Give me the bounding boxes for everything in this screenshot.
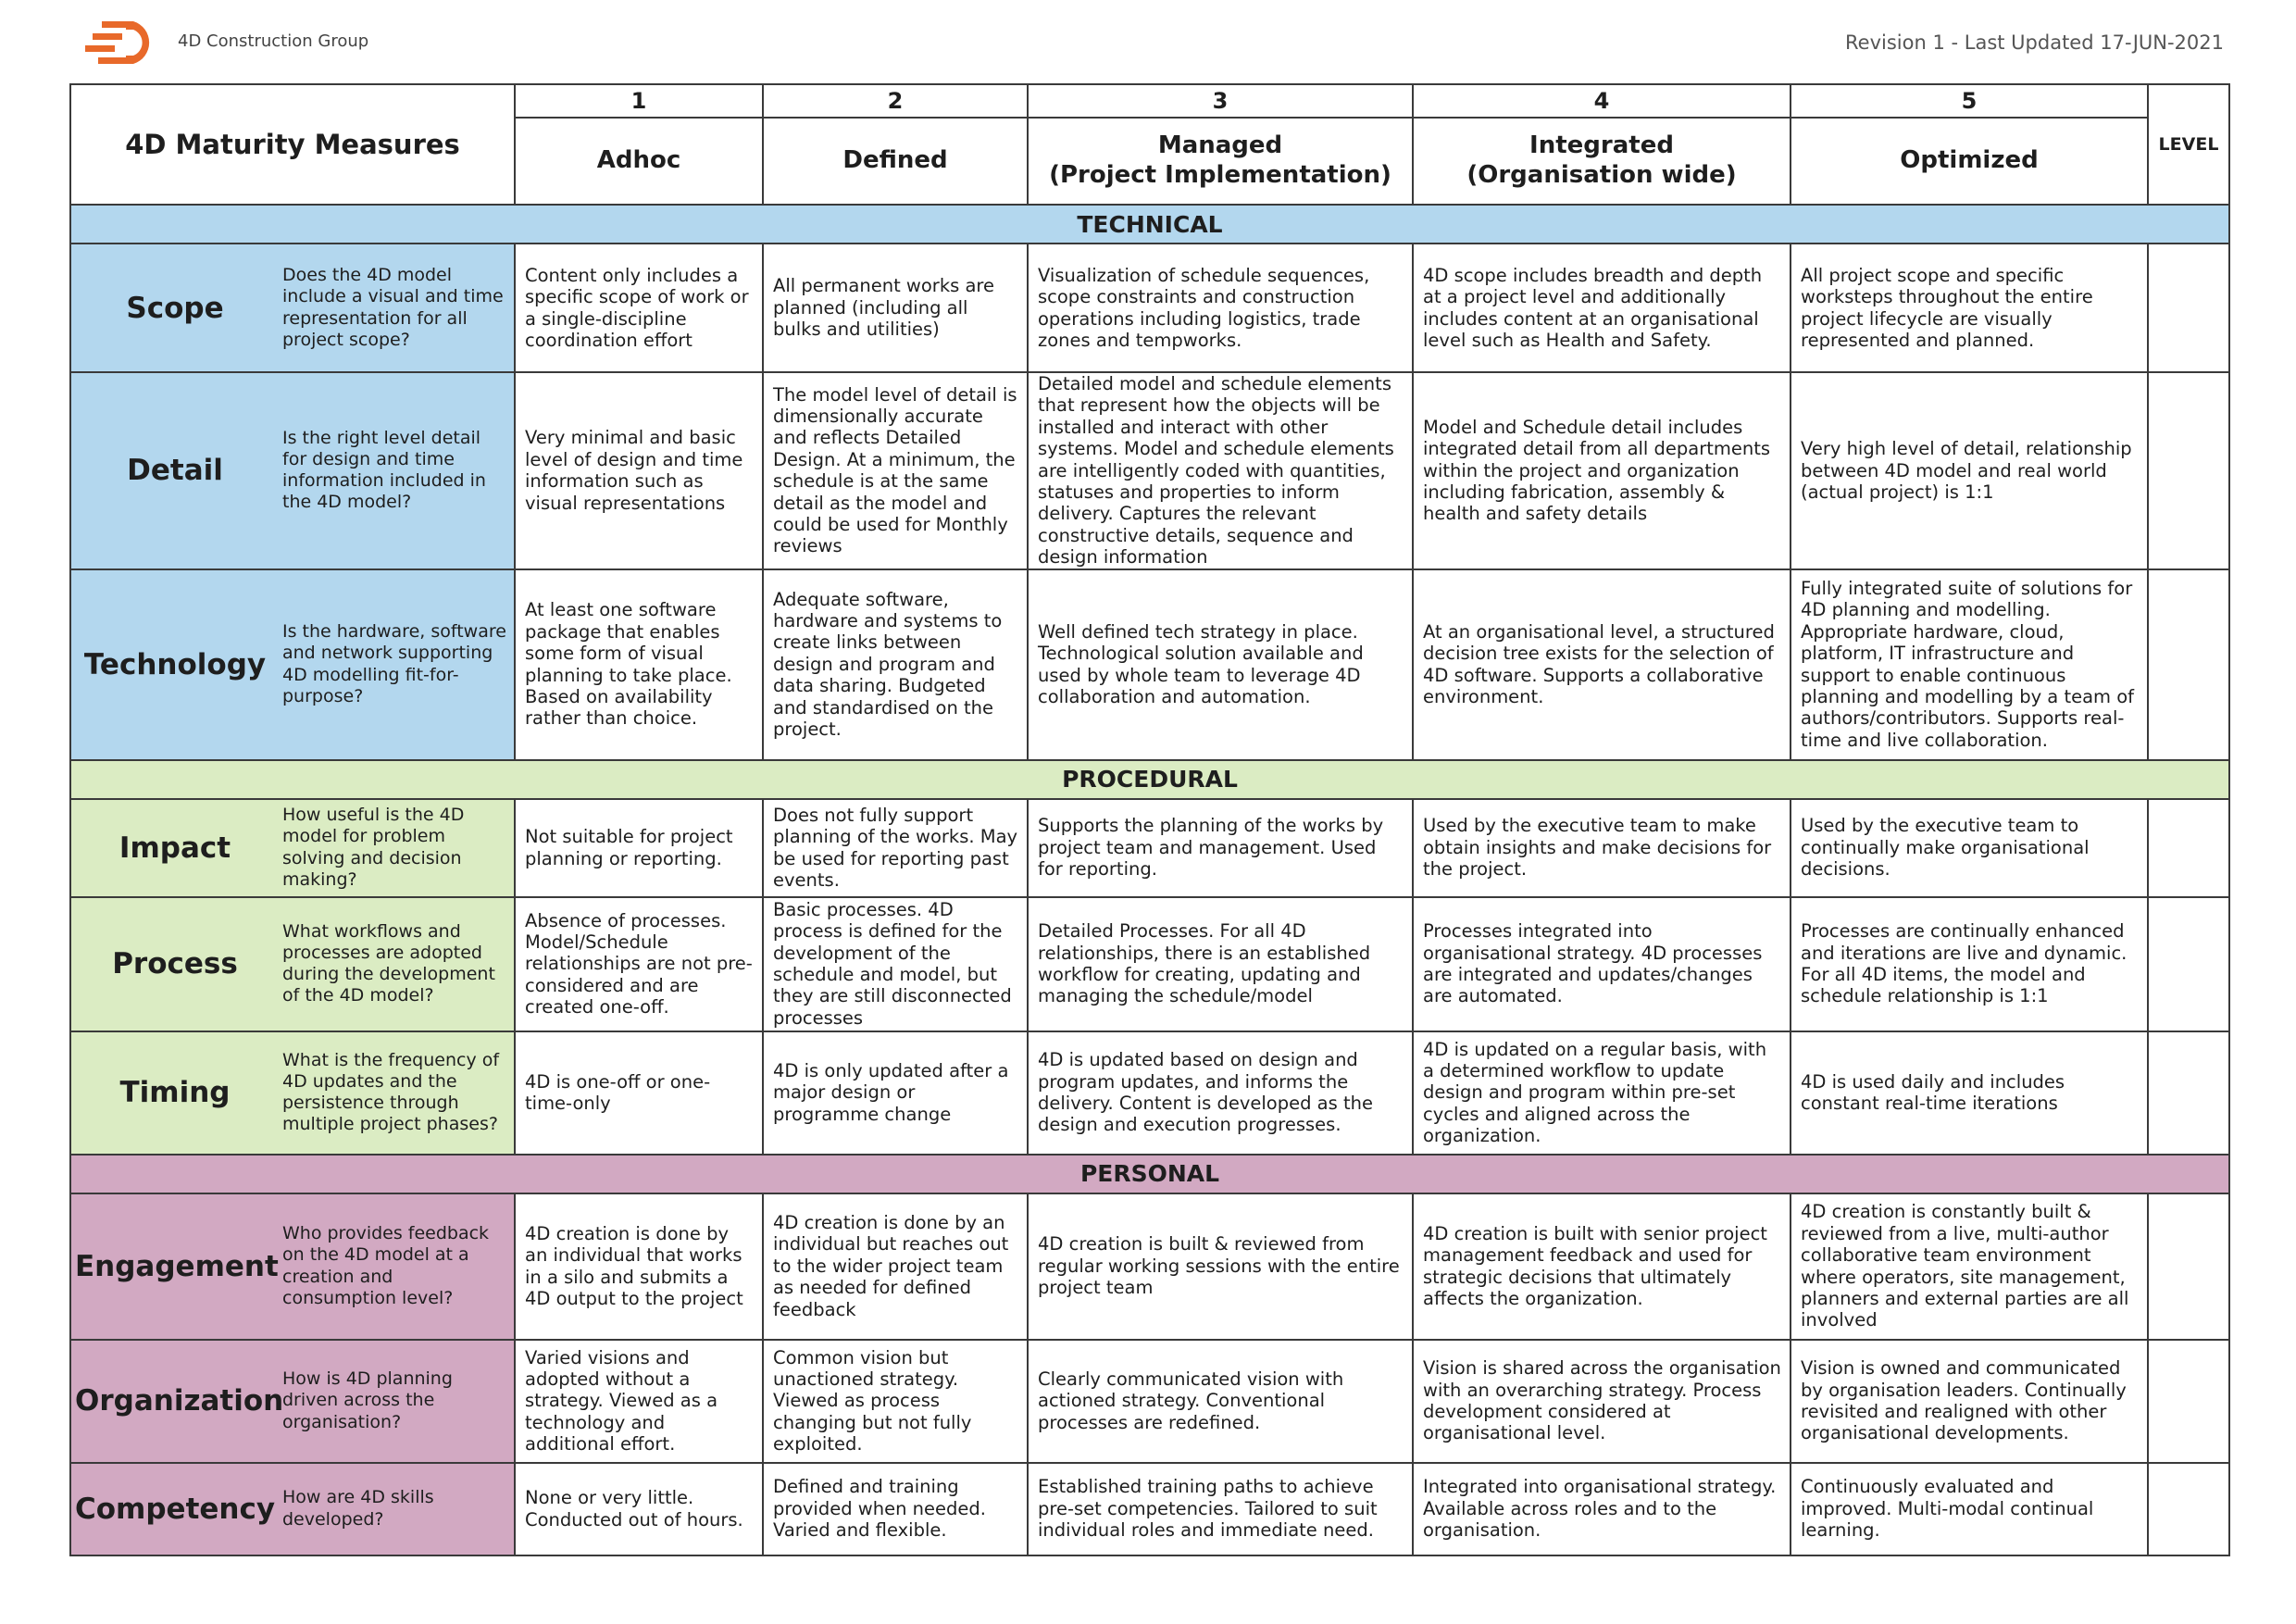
section-header-personal: PERSONAL [70, 1155, 2229, 1193]
level-entry-cell[interactable] [2148, 569, 2229, 760]
level-3-description: Supports the planning of the works by project team and management. Used for reporting. [1028, 799, 1413, 897]
level-5-description: All project scope and specific worksteps throughout the entire project lifecycle are visually represented and planned. [1791, 244, 2148, 372]
level-5-description: Processes are continually enhanced and iterations are live and dynamic. For all 4D items, the model and schedule relationship is 1:1 [1791, 897, 2148, 1031]
level-number-4: 4 [1413, 84, 1791, 118]
level-3-description: Well defined tech strategy in place. Technological solution available and used by whole team to leverage 4D collaboration and automation. [1028, 569, 1413, 760]
level-name-managed: Managed (Project Implementation) [1028, 118, 1413, 205]
level-entry-cell[interactable] [2148, 1031, 2229, 1155]
level-name-optimized: Optimized [1791, 118, 2148, 205]
maturity-matrix-table [69, 83, 2230, 1556]
level-column-header: LEVEL [2148, 84, 2229, 205]
level-entry-cell[interactable] [2148, 1193, 2229, 1340]
level-3-description: Established training paths to achieve pre-set competencies. Tailored to suit individual roles and immediate need. [1028, 1463, 1413, 1555]
level-3-description: Detailed Processes. For all 4D relationships, there is an established workflow for creating, updating and managing the schedule/model [1028, 897, 1413, 1031]
level-1-description: Very minimal and basic level of design and time information such as visual representations [515, 372, 763, 569]
table-row-competency [70, 1463, 2229, 1555]
level-1-description: Absence of processes. Model/Schedule relationships are not pre-considered and are created one-off. [515, 897, 763, 1031]
level-4-description: Processes integrated into organisational strategy. 4D processes are integrated and updates/changes are automated. [1413, 897, 1791, 1031]
level-2-description: Common vision but unactioned strategy. Viewed as process changing but not fully exploited. [763, 1340, 1028, 1463]
table-row-timing [70, 1031, 2229, 1155]
level-1-description: At least one software package that enables some form of visual planning to take place. Based on availability rather than choice. [515, 569, 763, 760]
level-entry-cell[interactable] [2148, 897, 2229, 1031]
measure-question: How is 4D planning driven across the organisation? [279, 1340, 515, 1463]
level-name-adhoc: Adhoc [515, 118, 763, 205]
level-5-description: Continuously evaluated and improved. Multi-modal continual learning. [1791, 1463, 2148, 1555]
level-number-2: 2 [763, 84, 1028, 118]
level-4-description: 4D creation is built with senior project management feedback and used for strategic decisions that ultimately affects the organization. [1413, 1193, 1791, 1340]
level-2-description: Does not fully support planning of the works. May be used for reporting past events. [763, 799, 1028, 897]
level-4-description: 4D is updated on a regular basis, with a determined workflow to update design and program within pre-set cycles and aligned across the organization. [1413, 1031, 1791, 1155]
revision-info: Revision 1 - Last Updated 17-JUN-2021 [1845, 31, 2224, 54]
level-3-description: Clearly communicated vision with actioned strategy. Conventional processes are redefined. [1028, 1340, 1413, 1463]
measure-name: Detail [70, 372, 279, 569]
level-entry-cell[interactable] [2148, 799, 2229, 897]
level-number-5: 5 [1791, 84, 2148, 118]
measure-question: What workflows and processes are adopted during the development of the 4D model? [279, 897, 515, 1031]
level-number-1: 1 [515, 84, 763, 118]
measure-question: Is the right level detail for design and time information included in the 4D model? [279, 372, 515, 569]
level-3-description: Detailed model and schedule elements that represent how the objects will be installed and interact with other systems. Model and schedule elements are intelligently coded with quantities, statuses and properties to inform delivery. Captures the relevant constructive details, sequence and design information [1028, 372, 1413, 569]
measure-name: Engagement [70, 1193, 279, 1340]
level-1-description: 4D creation is done by an individual that works in a silo and submits a 4D output to the project [515, 1193, 763, 1340]
level-5-description: 4D is used daily and includes constant real-time iterations [1791, 1031, 2148, 1155]
measure-question: How useful is the 4D model for problem solving and decision making? [279, 799, 515, 897]
measure-name: Competency [70, 1463, 279, 1555]
level-4-description: At an organisational level, a structured decision tree exists for the selection of 4D software. Supports a collaborative environment. [1413, 569, 1791, 760]
level-number-3: 3 [1028, 84, 1413, 118]
level-1-description: Content only includes a specific scope of work or a single-discipline coordination effort [515, 244, 763, 372]
measure-name: Impact [70, 799, 279, 897]
table-row-technology [70, 569, 2229, 760]
level-1-description: 4D is one-off or one-time-only [515, 1031, 763, 1155]
table-row-engagement [70, 1193, 2229, 1340]
level-5-description: Vision is owned and communicated by organisation leaders. Continually revisited and realigned with other organisational developments. [1791, 1340, 2148, 1463]
level-4-description: Model and Schedule detail includes integrated detail from all departments within the project and organization including fabrication, assembly & health and safety details [1413, 372, 1791, 569]
table-row-impact [70, 799, 2229, 897]
measure-name: Timing [70, 1031, 279, 1155]
level-entry-cell[interactable] [2148, 1463, 2229, 1555]
company-name: 4D Construction Group [178, 31, 369, 51]
level-3-description: Visualization of schedule sequences, scope constraints and construction operations including logistics, trade zones and tempworks. [1028, 244, 1413, 372]
section-header-technical: TECHNICAL [70, 205, 2229, 244]
measure-question: How are 4D skills developed? [279, 1463, 515, 1555]
level-4-description: Integrated into organisational strategy. Available across roles and to the organisation. [1413, 1463, 1791, 1555]
matrix-title: 4D Maturity Measures [70, 84, 515, 205]
level-3-description: 4D creation is built & reviewed from regular working sessions with the entire project team [1028, 1193, 1413, 1340]
level-5-description: Used by the executive team to continually make organisational decisions. [1791, 799, 2148, 897]
measure-name: Technology [70, 569, 279, 760]
level-2-description: Adequate software, hardware and systems to create links between design and program and data sharing. Budgeted and standardised on the project. [763, 569, 1028, 760]
level-2-description: Basic processes. 4D process is defined for the development of the schedule and model, but they are still disconnected processes [763, 897, 1028, 1031]
company-logo [85, 17, 165, 70]
level-entry-cell[interactable] [2148, 372, 2229, 569]
level-4-description: 4D scope includes breadth and depth at a project level and additionally includes content at an organisational level such as Health and Safety. [1413, 244, 1791, 372]
measure-question: Who provides feedback on the 4D model at a creation and consumption level? [279, 1193, 515, 1340]
table-row-organization [70, 1340, 2229, 1463]
table-row-detail [70, 372, 2229, 569]
level-2-description: 4D creation is done by an individual but reaches out to the wider project team as needed for defined feedback [763, 1193, 1028, 1340]
measure-name: Scope [70, 244, 279, 372]
table-row-process [70, 897, 2229, 1031]
level-4-description: Vision is shared across the organisation with an overarching strategy. Process development considered at organisational level. [1413, 1340, 1791, 1463]
level-2-description: 4D is only updated after a major design or programme change [763, 1031, 1028, 1155]
measure-name: Process [70, 897, 279, 1031]
level-5-description: Very high level of detail, relationship between 4D model and real world (actual project) is 1:1 [1791, 372, 2148, 569]
measure-question: Is the hardware, software and network supporting 4D modelling fit-for-purpose? [279, 569, 515, 760]
level-name-integrated: Integrated (Organisation wide) [1413, 118, 1791, 205]
level-3-description: 4D is updated based on design and program updates, and informs the delivery. Content is developed as the design and execution progresses. [1028, 1031, 1413, 1155]
level-5-description: Fully integrated suite of solutions for 4D planning and modelling. Appropriate hardware, cloud, platform, IT infrastructure and support to enable continuous planning and modelling by a team of authors/contributors. Supports real-time and live collaboration. [1791, 569, 2148, 760]
measure-question: What is the frequency of 4D updates and the persistence through multiple project phases? [279, 1031, 515, 1155]
level-5-description: 4D creation is constantly built & reviewed from a live, multi-author collaborative team environment where operators, site management, planners and external parties are all involved [1791, 1193, 2148, 1340]
section-header-procedural: PROCEDURAL [70, 760, 2229, 799]
measure-name: Organization [70, 1340, 279, 1463]
level-2-description: All permanent works are planned (including all bulks and utilities) [763, 244, 1028, 372]
table-row-scope [70, 244, 2229, 372]
level-1-description: None or very little. Conducted out of hours. [515, 1463, 763, 1555]
level-4-description: Used by the executive team to make obtain insights and make decisions for the project. [1413, 799, 1791, 897]
level-entry-cell[interactable] [2148, 1340, 2229, 1463]
level-entry-cell[interactable] [2148, 244, 2229, 372]
level-1-description: Not suitable for project planning or reporting. [515, 799, 763, 897]
level-1-description: Varied visions and adopted without a strategy. Viewed as a technology and additional effort. [515, 1340, 763, 1463]
level-2-description: Defined and training provided when needed. Varied and flexible. [763, 1463, 1028, 1555]
level-2-description: The model level of detail is dimensionally accurate and reflects Detailed Design. At a minimum, the schedule is at the same detail as the model and could be used for Monthly reviews [763, 372, 1028, 569]
level-name-defined: Defined [763, 118, 1028, 205]
measure-question: Does the 4D model include a visual and time representation for all project scope? [279, 244, 515, 372]
